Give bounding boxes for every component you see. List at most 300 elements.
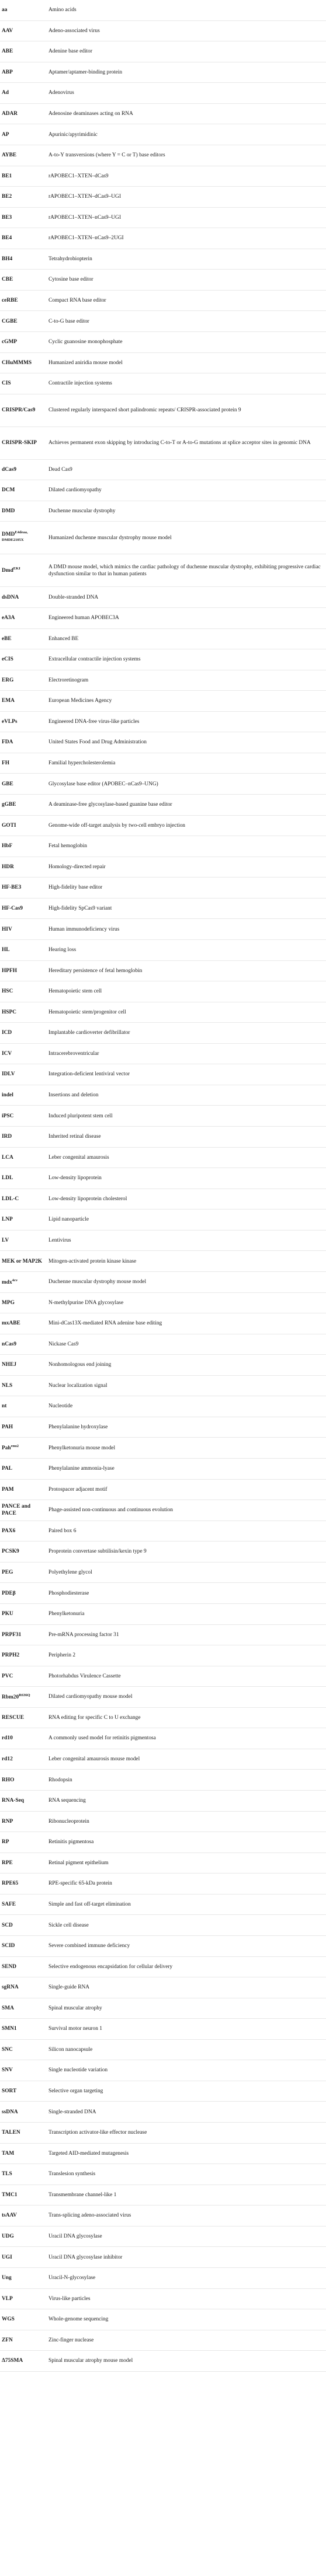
definition-cell: Transcription activator-like effector nuclease (48, 2130, 147, 2136)
abbreviation-cell (0, 290, 47, 311)
abbreviation-text: ABP (2, 69, 13, 75)
abbreviation-text: UGI (2, 2254, 12, 2260)
definition-cell: Mitogen-activated protein kinase kinase (48, 1258, 137, 1264)
definition-cell: Phosphodiesterase (48, 1590, 89, 1596)
abbreviation-text: UDG (2, 2233, 14, 2239)
abbreviation-text: rd12 (2, 1756, 13, 1763)
abbreviation-text: HPFH (2, 967, 18, 974)
table-row (0, 587, 326, 608)
abbreviation-cell (0, 1168, 47, 1189)
definition-cell: Spinal muscular atrophy mouse model (48, 2358, 133, 2364)
abbreviation-cell (0, 1271, 47, 1292)
table-row (0, 145, 326, 166)
abbreviation-text: IRD (2, 1134, 12, 1140)
table-row (0, 0, 326, 20)
abbreviation-cell (0, 20, 47, 41)
table-row (0, 166, 326, 187)
abbreviation-cell (0, 1935, 47, 1956)
abbreviation-cell (0, 2247, 47, 2268)
table-row (0, 1375, 326, 1396)
abbreviation-text: nCas9 (2, 1341, 17, 1347)
table-row (0, 1624, 326, 1645)
abbreviation-text: sgRNA (2, 1984, 19, 1991)
table-row (0, 459, 326, 480)
definition-cell: Human immunodeficiency virus (48, 926, 120, 932)
table-row (0, 427, 326, 459)
table-row (0, 2164, 326, 2185)
definition-cell: A deaminase-free glycosylase-based guanine base editor (48, 802, 172, 808)
table-row (0, 1043, 326, 1064)
abbreviation-cell (0, 311, 47, 332)
abbreviation-text: Δ75SMA (2, 2358, 23, 2364)
abbreviation-cell (0, 1334, 47, 1355)
table-row (0, 1728, 326, 1749)
abbreviation-text: PRPF31 (2, 1631, 22, 1638)
definition-cell: Homology-directed repair (48, 864, 106, 870)
abbreviation-text: NHEJ (2, 1362, 17, 1368)
abbreviation-text: HF-Cas9 (2, 905, 23, 911)
definition-cell: Apurinic/apyrimidinic (48, 131, 98, 138)
table-row (0, 1853, 326, 1874)
abbreviation-text: AYBE (2, 152, 17, 159)
abbreviation-cell (0, 649, 47, 670)
abbreviation-superscript: E4deaa, DMDE2105X (2, 530, 28, 542)
table-row (0, 795, 326, 816)
abbreviation-cell (0, 1832, 47, 1853)
definition-cell: Leber congenital amaurosis (48, 1154, 109, 1161)
definition-cell: Single nucleotide variation (48, 2067, 108, 2074)
abbreviation-text: iPSC (2, 1113, 14, 1119)
table-row (0, 815, 326, 836)
abbreviation-text: indel (2, 1092, 13, 1099)
definition-cell: rAPOBEC1–XTEN–nCas9–2UGI (48, 235, 124, 242)
table-row (0, 1459, 326, 1480)
abbreviation-cell (0, 2288, 47, 2309)
definition-cell: A DMD mouse model, which mimics the cardiac pathology of duchenne muscular dystrophy, exhibiting progressive cardiac dysfunction similar to that in human patients (48, 564, 321, 577)
table-row (0, 836, 326, 857)
table-row (0, 1355, 326, 1376)
table-row (0, 1417, 326, 1438)
abbreviation-cell (0, 2309, 47, 2330)
abbreviation-text: LNP (2, 1217, 13, 1223)
definition-cell: A-to-Y transversions (where Y = C or T) base editors (48, 152, 165, 159)
table-row (0, 41, 326, 62)
table-row (0, 2267, 326, 2288)
table-row (0, 290, 326, 311)
definition-cell: Low-density lipoprotein (48, 1175, 102, 1182)
table-row (0, 1147, 326, 1168)
definition-cell: High-fidelity base editor (48, 885, 103, 891)
definition-cell: Achieves permanent exon skipping by introducing C-to-T or A-to-G mutations at splice acceptor sites in genomic DNA (48, 440, 311, 446)
abbreviation-text: AP (2, 131, 9, 138)
abbreviation-text: HIV (2, 926, 12, 932)
table-row (0, 103, 326, 124)
definition-cell: Cytosine base editor (48, 277, 93, 283)
definition-cell: Nonhomologous end joining (48, 1362, 112, 1368)
table-row (0, 753, 326, 774)
table-row (0, 1977, 326, 1998)
abbreviation-text: DMD (2, 531, 15, 537)
abbreviation-text: Rbm20 (2, 1694, 19, 1700)
table-row (0, 1500, 326, 1521)
table-row (0, 394, 326, 427)
definition-cell: Electroretinogram (48, 677, 89, 683)
abbreviation-cell (0, 628, 47, 649)
abbreviation-cell (0, 187, 47, 208)
abbreviation-cell (0, 1292, 47, 1313)
abbreviation-cell (0, 1770, 47, 1791)
definition-cell: rAPOBEC1–XTEN–dCas9–UGI (48, 194, 121, 200)
abbreviation-text: CRISPR-SKIP (2, 440, 37, 446)
abbreviation-text: IDLV (2, 1071, 15, 1078)
abbreviation-text: SCID (2, 1943, 15, 1949)
table-row (0, 1874, 326, 1895)
abbreviation-superscript: EKI (13, 567, 20, 571)
table-row (0, 1479, 326, 1500)
abbreviation-superscript: enu2 (11, 1444, 19, 1449)
abbreviation-cell (0, 878, 47, 899)
definition-cell: Severe combined immune deficiency (48, 1943, 130, 1949)
table-row (0, 939, 326, 960)
table-row (0, 1271, 326, 1292)
abbreviation-cell (0, 795, 47, 816)
abbreviation-cell (0, 670, 47, 691)
table-row (0, 249, 326, 270)
abbreviation-text: ZFN (2, 2337, 13, 2343)
table-row (0, 522, 326, 554)
abbreviation-cell (0, 1707, 47, 1728)
definition-cell: N-methylpurine DNA glycosylase (48, 1299, 124, 1306)
abbreviation-cell (0, 1791, 47, 1812)
table-row (0, 898, 326, 919)
abbreviation-cell (0, 1085, 47, 1106)
table-row (0, 1189, 326, 1210)
definition-cell: United States Food and Drug Administration (48, 739, 147, 746)
abbreviation-cell (0, 1313, 47, 1334)
abbreviation-cell (0, 1375, 47, 1396)
abbreviation-cell (0, 1521, 47, 1542)
definition-cell: Induced pluripotent stem cell (48, 1113, 113, 1119)
abbreviation-text: PEG (2, 1569, 13, 1575)
table-row (0, 1603, 326, 1624)
abbreviation-cell (0, 554, 47, 587)
definition-cell: Phage-assisted non-continuous and continuous evolution (48, 1507, 173, 1514)
table-row (0, 311, 326, 332)
table-row (0, 20, 326, 41)
table-row (0, 1313, 326, 1334)
definition-cell: Insertions and deletion (48, 1092, 99, 1099)
abbreviation-cell (0, 2205, 47, 2227)
abbreviation-text: LCA (2, 1154, 13, 1161)
abbreviation-cell (0, 607, 47, 628)
table-row (0, 554, 326, 587)
table-row (0, 2205, 326, 2227)
table-row (0, 774, 326, 795)
abbreviation-text: Ung (2, 2275, 12, 2281)
definition-cell: Hereditary persistence of fetal hemoglobin (48, 967, 143, 974)
table-row (0, 1210, 326, 1231)
table-row (0, 1894, 326, 1915)
definition-cell: Nucleotide (48, 1403, 73, 1410)
abbreviation-cell (0, 1438, 47, 1459)
abbreviation-cell (0, 501, 47, 522)
definition-cell: Sickle cell disease (48, 1922, 89, 1928)
definition-cell: Dilated cardiomyopathy mouse model (48, 1694, 133, 1700)
abbreviation-text: SMN1 (2, 2026, 17, 2032)
abbreviation-text: EMA (2, 698, 15, 704)
table-row (0, 1085, 326, 1106)
abbreviation-cell (0, 960, 47, 981)
abbreviation-text: SCD (2, 1922, 13, 1928)
abbreviation-cell (0, 1147, 47, 1168)
abbreviation-cell (0, 857, 47, 878)
abbreviation-text: MPG (2, 1299, 15, 1306)
abbreviation-cell (0, 228, 47, 249)
abbreviation-text: DCM (2, 487, 15, 494)
table-row (0, 1334, 326, 1355)
definition-cell: Phenylalanine ammonia-lyase (48, 1466, 115, 1472)
abbreviation-text: RP (2, 1839, 9, 1846)
abbreviation-text: HDR (2, 864, 14, 870)
abbreviation-text: PANCE and PACE (2, 1504, 31, 1517)
definition-cell: Double-stranded DNA (48, 594, 99, 600)
table-row (0, 2102, 326, 2123)
definition-cell: Integration-deficient lentiviral vector (48, 1071, 130, 1078)
definition-cell: Lentivirus (48, 1237, 71, 1243)
abbreviation-cell (0, 1853, 47, 1874)
table-row (0, 1583, 326, 1604)
abbreviation-cell (0, 373, 47, 394)
abbreviation-cell (0, 587, 47, 608)
table-row (0, 1645, 326, 1666)
abbreviation-cell (0, 1064, 47, 1085)
definition-cell: Polyethylene glycol (48, 1569, 92, 1575)
definition-cell: European Medicines Agency (48, 698, 112, 704)
abbreviation-text: HSC (2, 988, 13, 995)
abbreviation-cell (0, 1749, 47, 1770)
abbreviation-text: RPE65 (2, 1881, 19, 1887)
table-row (0, 981, 326, 1002)
definition-cell: RNA sequencing (48, 1798, 86, 1804)
abbreviation-text: HSPC (2, 1009, 17, 1015)
definition-cell: Photorhabdus Virulence Cassette (48, 1673, 121, 1679)
table-row (0, 607, 326, 628)
abbreviation-cell (0, 124, 47, 145)
definition-cell: Retinal pigment epithelium (48, 1860, 109, 1866)
abbreviation-cell (0, 1479, 47, 1500)
abbreviation-cell (0, 1210, 47, 1231)
abbreviation-cell (0, 1645, 47, 1666)
definition-cell: Zinc-finger nuclease (48, 2337, 94, 2343)
definition-cell: Lipid nanoparticle (48, 1217, 89, 1223)
abbreviation-cell (0, 2164, 47, 2185)
table-row (0, 2019, 326, 2040)
abbreviation-text: rd10 (2, 1735, 13, 1742)
definition-cell: Humanized aniridia mouse model (48, 359, 123, 366)
definition-cell: Glycosylase base editor (APOBEC–nCas9–UNG) (48, 781, 158, 787)
definition-cell: Single-guide RNA (48, 1984, 90, 1991)
abbreviation-text: PAH (2, 1424, 13, 1431)
abbreviation-cell (0, 1043, 47, 1064)
table-row (0, 1251, 326, 1272)
abbreviation-text: LV (2, 1237, 9, 1243)
table-row (0, 1292, 326, 1313)
definition-cell: Paired box 6 (48, 1528, 77, 1534)
table-row (0, 2309, 326, 2330)
table-row (0, 649, 326, 670)
table-row (0, 919, 326, 940)
definition-cell: Virus-like particles (48, 2295, 91, 2302)
abbreviation-cell (0, 1355, 47, 1376)
abbreviation-cell (0, 0, 47, 20)
abbreviation-cell (0, 1106, 47, 1127)
table-row (0, 1687, 326, 1708)
abbreviation-cell (0, 1396, 47, 1417)
abbreviation-text: CIS (2, 380, 11, 387)
definition-cell: Engineered DNA-free virus-like particles (48, 718, 140, 725)
definition-cell: Mini-dCas13X-mediated RNA adenine base editing (48, 1320, 162, 1327)
abbreviation-cell (0, 1459, 47, 1480)
abbreviation-cell (0, 2267, 47, 2288)
abbreviation-text: CGBE (2, 318, 18, 324)
table-row (0, 1666, 326, 1687)
abbreviation-text: HbF (2, 843, 13, 850)
abbreviation-text: eA3A (2, 615, 15, 621)
table-row (0, 1791, 326, 1812)
abbreviation-text: ABE (2, 48, 13, 55)
abbreviation-text: ceRBE (2, 298, 18, 304)
abbreviation-text: TMC1 (2, 2191, 18, 2198)
abbreviation-text: PAL (2, 1466, 13, 1472)
abbreviation-text: aa (2, 7, 8, 13)
definition-cell: Familial hypercholesterolemia (48, 760, 116, 767)
definition-cell: Ribonucleoprotein (48, 1818, 89, 1824)
definition-cell: Inherited retinal disease (48, 1134, 101, 1140)
abbreviation-cell (0, 2019, 47, 2040)
abbreviation-cell (0, 427, 47, 459)
definition-cell: Adenine base editor (48, 48, 92, 55)
abbreviation-text: eVLPs (2, 718, 18, 725)
table-row (0, 1562, 326, 1583)
abbreviation-cell (0, 207, 47, 228)
table-row (0, 691, 326, 712)
table-row (0, 1542, 326, 1563)
abbreviation-cell (0, 1666, 47, 1687)
table-row (0, 501, 326, 522)
definition-cell: Spinal muscular atrophy (48, 2005, 102, 2011)
abbreviation-cell (0, 836, 47, 857)
abbreviation-text: Pah (2, 1445, 11, 1452)
abbreviation-text: ADAR (2, 110, 18, 117)
table-row (0, 2247, 326, 2268)
abbreviation-cell (0, 1915, 47, 1936)
table-row (0, 857, 326, 878)
definition-cell: Tetrahydrobiopterin (48, 256, 92, 262)
abbreviation-cell (0, 332, 47, 353)
abbreviation-cell (0, 753, 47, 774)
table-row (0, 1956, 326, 1977)
abbreviation-text: PVC (2, 1673, 13, 1679)
table-row (0, 480, 326, 501)
abbreviation-cell (0, 774, 47, 795)
abbreviation-cell (0, 249, 47, 270)
table-row (0, 1811, 326, 1832)
abbreviation-text: RNP (2, 1818, 13, 1824)
abbreviation-cell (0, 2081, 47, 2102)
definition-cell: Transmembrane channel-like 1 (48, 2191, 117, 2198)
abbreviation-cell (0, 939, 47, 960)
definition-cell: Pre-mRNA processing factor 31 (48, 1631, 119, 1638)
abbreviation-superscript: R636Q (19, 1693, 30, 1697)
abbreviation-text: PKU (2, 1611, 13, 1617)
abbreviation-cell (0, 919, 47, 940)
table-row (0, 1935, 326, 1956)
table-row (0, 732, 326, 753)
table-row (0, 1832, 326, 1853)
abbreviation-text: SAFE (2, 1901, 16, 1907)
abbreviation-cell (0, 981, 47, 1002)
abbreviation-cell (0, 480, 47, 501)
abbreviation-text: PAX6 (2, 1528, 16, 1534)
table-row (0, 2226, 326, 2247)
definition-cell: Hearing loss (48, 947, 77, 953)
definition-cell: Fetal hemoglobin (48, 843, 87, 850)
definition-cell: A commonly used model for retinitis pigmentosa (48, 1735, 156, 1742)
table-row (0, 1064, 326, 1085)
definition-cell: Dilated cardiomyopathy (48, 487, 102, 494)
abbreviation-text: SORT (2, 2088, 17, 2095)
abbreviation-text: TLS (2, 2171, 12, 2177)
definition-cell: Simple and fast off-target elimination (48, 1901, 131, 1907)
definition-cell: Humanized duchenne muscular dystrophy mouse model (48, 534, 172, 541)
abbreviation-cell (0, 898, 47, 919)
abbreviation-cell (0, 166, 47, 187)
abbreviation-cell (0, 394, 47, 427)
definition-cell: Nuclear localization signal (48, 1382, 107, 1389)
abbreviation-text: ICV (2, 1050, 12, 1057)
definition-cell: Phenylketonuria (48, 1611, 85, 1617)
abbreviation-cell (0, 2060, 47, 2081)
definition-cell: Enhanced BE (48, 635, 79, 642)
definition-cell: Dead Cas9 (48, 466, 72, 473)
abbreviation-text: TALEN (2, 2130, 20, 2136)
abbreviation-text: AAV (2, 27, 13, 34)
definition-cell: Rhodopsin (48, 1777, 72, 1783)
definition-cell: RNA editing for specific C to U exchange (48, 1714, 141, 1721)
table-row (0, 1915, 326, 1936)
abbreviation-text: mxABE (2, 1320, 20, 1327)
definition-cell: Compact RNA base editor (48, 298, 106, 304)
table-row (0, 62, 326, 83)
abbreviation-text: SMA (2, 2005, 14, 2011)
definition-cell: C-to-G base editor (48, 318, 89, 324)
table-row (0, 1106, 326, 1127)
abbreviation-text: eBE (2, 635, 12, 642)
abbreviation-text: HF-BE3 (2, 885, 22, 891)
abbreviation-cell (0, 1230, 47, 1251)
abbreviation-cell (0, 1728, 47, 1749)
table-row (0, 1023, 326, 1044)
table-row (0, 373, 326, 394)
abbreviation-cell (0, 145, 47, 166)
abbreviation-text: BH4 (2, 256, 13, 262)
table-row (0, 1438, 326, 1459)
definition-cell: Adenosine deaminases acting on RNA (48, 110, 133, 117)
abbreviation-text: DMD (2, 508, 15, 514)
abbreviation-cell (0, 711, 47, 732)
table-row (0, 2288, 326, 2309)
definition-cell: Uracil DNA glycosylase inhibitor (48, 2254, 123, 2260)
